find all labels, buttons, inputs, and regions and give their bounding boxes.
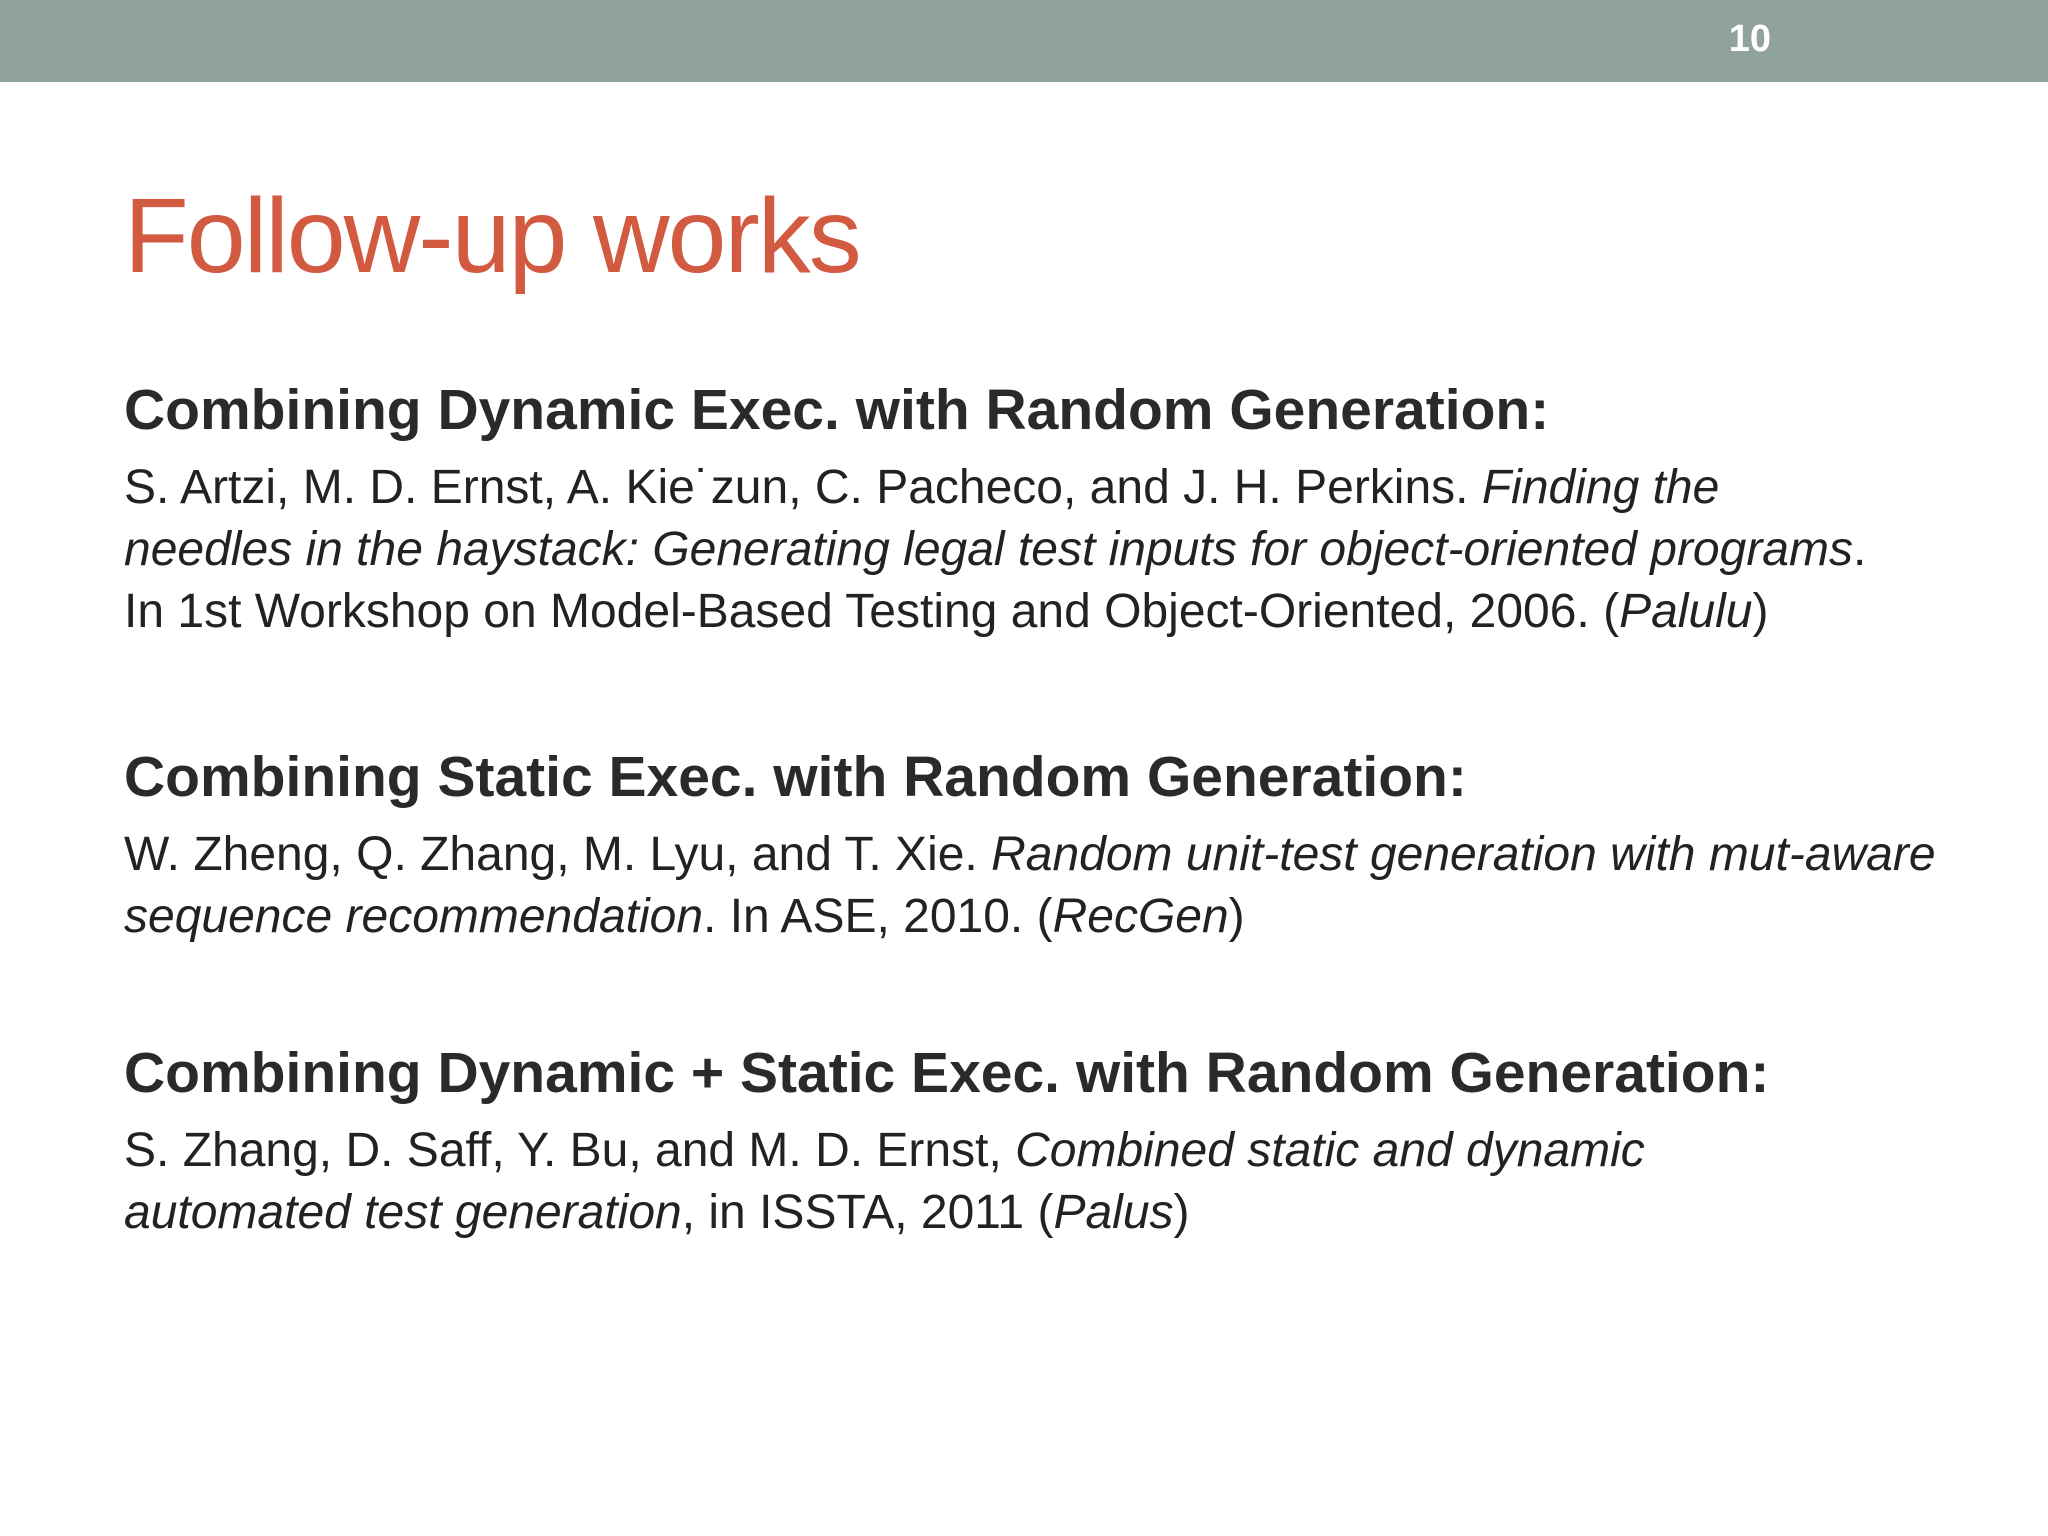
citation-close-paren: ): [1173, 1186, 1190, 1240]
section-dynamic-static-exec: [124, 1036, 1944, 1244]
section-dynamic-exec: [124, 373, 1944, 643]
citation-tool-name: Palulu: [1619, 585, 1753, 639]
reference-citation: [124, 1120, 1824, 1244]
citation-paper-title: Finding the needles in the haystack: Generating legal test inputs for object-oriented programs: [124, 461, 1853, 577]
section-heading: Combining Static Exec. with Random Generation:: [124, 745, 1467, 810]
citation-tool-name: Palus: [1053, 1186, 1174, 1240]
citation-paper-title: Combined static and dynamic automated test generation: [124, 1124, 1645, 1240]
slide-content: [124, 373, 1944, 1244]
citation-tool-name: RecGen: [1052, 890, 1229, 944]
citation-venue: . In 1st Workshop on Model-Based Testing and Object-Oriented, 2006. (: [124, 523, 1867, 639]
section-static-exec: [124, 740, 1944, 948]
top-bar: [0, 0, 2048, 82]
citation-close-paren: ): [1752, 585, 1769, 639]
citation-authors: W. Zheng, Q. Zhang, M. Lyu, and T. Xie.: [124, 828, 992, 882]
section-heading: Combining Dynamic + Static Exec. with Random Generation:: [124, 1041, 1770, 1106]
citation-authors: S. Artzi, M. D. Ernst, A. Kie˙zun, C. Pacheco, and J. H. Perkins.: [124, 461, 1482, 515]
citation-authors: S. Zhang, D. Saff, Y. Bu, and M. D. Ernst,: [124, 1124, 1016, 1178]
citation-paper-title: Random unit-test generation with mut-aware sequence recommendation: [124, 828, 1936, 944]
citation-venue: . In ASE, 2010. (: [703, 890, 1053, 944]
section-heading: Combining Dynamic Exec. with Random Generation:: [124, 378, 1550, 442]
citation-venue: , in ISSTA, 2011 (: [681, 1186, 1054, 1240]
slide-number: 10: [1728, 18, 1771, 60]
reference-citation: [124, 824, 1944, 948]
slide-title: Follow-up works: [124, 177, 860, 295]
reference-citation: [124, 457, 1884, 643]
citation-close-paren: ): [1228, 890, 1245, 944]
